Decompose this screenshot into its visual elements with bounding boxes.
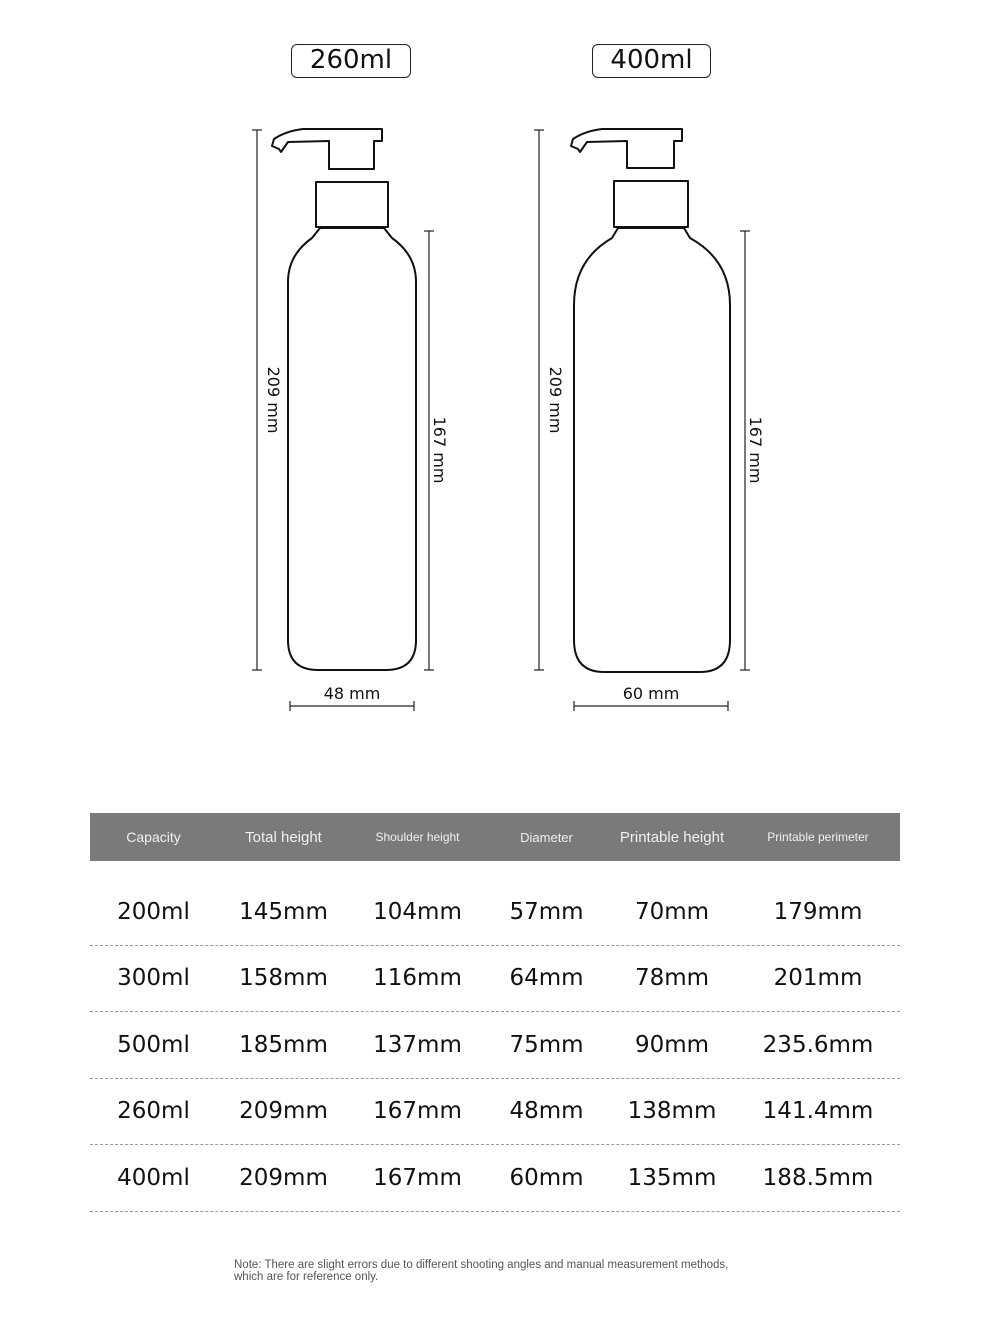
- bottle-right: [571, 129, 730, 672]
- table-row: [90, 1079, 900, 1146]
- table-cell: 209mm: [239, 1164, 328, 1191]
- pump-collar: [316, 182, 388, 227]
- table-cell: 60mm: [509, 1164, 584, 1191]
- table-cell: 64mm: [509, 965, 584, 992]
- note-line: which are for reference only.: [234, 1271, 379, 1283]
- dimension-lines-right: [534, 130, 750, 711]
- table-row: [90, 1145, 900, 1212]
- table-cell: 260ml: [117, 1098, 190, 1125]
- shoulder-height-label-right: 167 mm: [746, 416, 765, 484]
- table-cell: 135mm: [627, 1164, 717, 1191]
- table-row: [90, 946, 900, 1013]
- bottle-left: [272, 129, 416, 670]
- column-header: Diameter: [520, 829, 573, 845]
- table-cell: 57mm: [509, 898, 584, 925]
- total-height-label-right: 209 mm: [546, 366, 565, 434]
- pump-nozzle: [272, 129, 382, 169]
- pump-collar: [614, 181, 688, 227]
- table-cell: 116mm: [373, 965, 462, 992]
- table-cell: 104mm: [373, 898, 462, 925]
- table-cell: 138mm: [627, 1098, 717, 1125]
- table-header: [90, 813, 900, 861]
- capacity-label-260ml: 260ml: [291, 44, 411, 78]
- diameter-label-right: 60 mm: [622, 684, 680, 703]
- table-cell: 235.6mm: [762, 1031, 874, 1058]
- table-cell: 75mm: [509, 1031, 584, 1058]
- table-cell: 500ml: [117, 1031, 190, 1058]
- note-line: Note: There are slight errors due to different shooting angles and manual measurement methods,: [234, 1259, 729, 1271]
- table-cell: 137mm: [373, 1031, 462, 1058]
- table-cell: 188.5mm: [762, 1164, 874, 1191]
- table-cell: 78mm: [634, 965, 710, 992]
- total-height-label-left: 209 mm: [264, 366, 283, 434]
- table-cell: 209mm: [239, 1098, 328, 1125]
- column-header: Printable perimeter: [767, 830, 869, 844]
- table-cell: 400ml: [117, 1164, 190, 1191]
- table-cell: 90mm: [634, 1031, 710, 1058]
- table-cell: 167mm: [373, 1164, 462, 1191]
- bottle-body: [574, 228, 730, 672]
- table-cell: 145mm: [239, 898, 328, 925]
- table-cell: 70mm: [634, 898, 710, 925]
- disclaimer-note: [234, 1259, 728, 1283]
- table-cell: 48mm: [509, 1098, 584, 1125]
- spec-table: [90, 813, 900, 1212]
- column-header: Printable height: [619, 828, 725, 846]
- table-cell: 179mm: [773, 898, 863, 925]
- shoulder-height-label-left: 167 mm: [430, 416, 449, 484]
- table-cell: 167mm: [373, 1098, 462, 1125]
- table-row: [90, 1012, 900, 1079]
- table-cell: 185mm: [239, 1031, 328, 1058]
- table-cell: 158mm: [239, 965, 328, 992]
- diameter-label-left: 48 mm: [323, 684, 381, 703]
- table-cell: 141.4mm: [762, 1098, 874, 1125]
- pump-nozzle: [571, 129, 682, 168]
- column-header: Shoulder height: [375, 830, 460, 844]
- table-cell: 200ml: [117, 898, 190, 925]
- table-cell: 201mm: [773, 965, 863, 992]
- capacity-label-400ml: 400ml: [592, 44, 711, 78]
- table-cell: 300ml: [117, 965, 190, 992]
- bottle-body: [288, 228, 416, 670]
- column-header: Capacity: [126, 829, 181, 845]
- column-header: Total height: [245, 828, 322, 846]
- table-row: [90, 879, 900, 946]
